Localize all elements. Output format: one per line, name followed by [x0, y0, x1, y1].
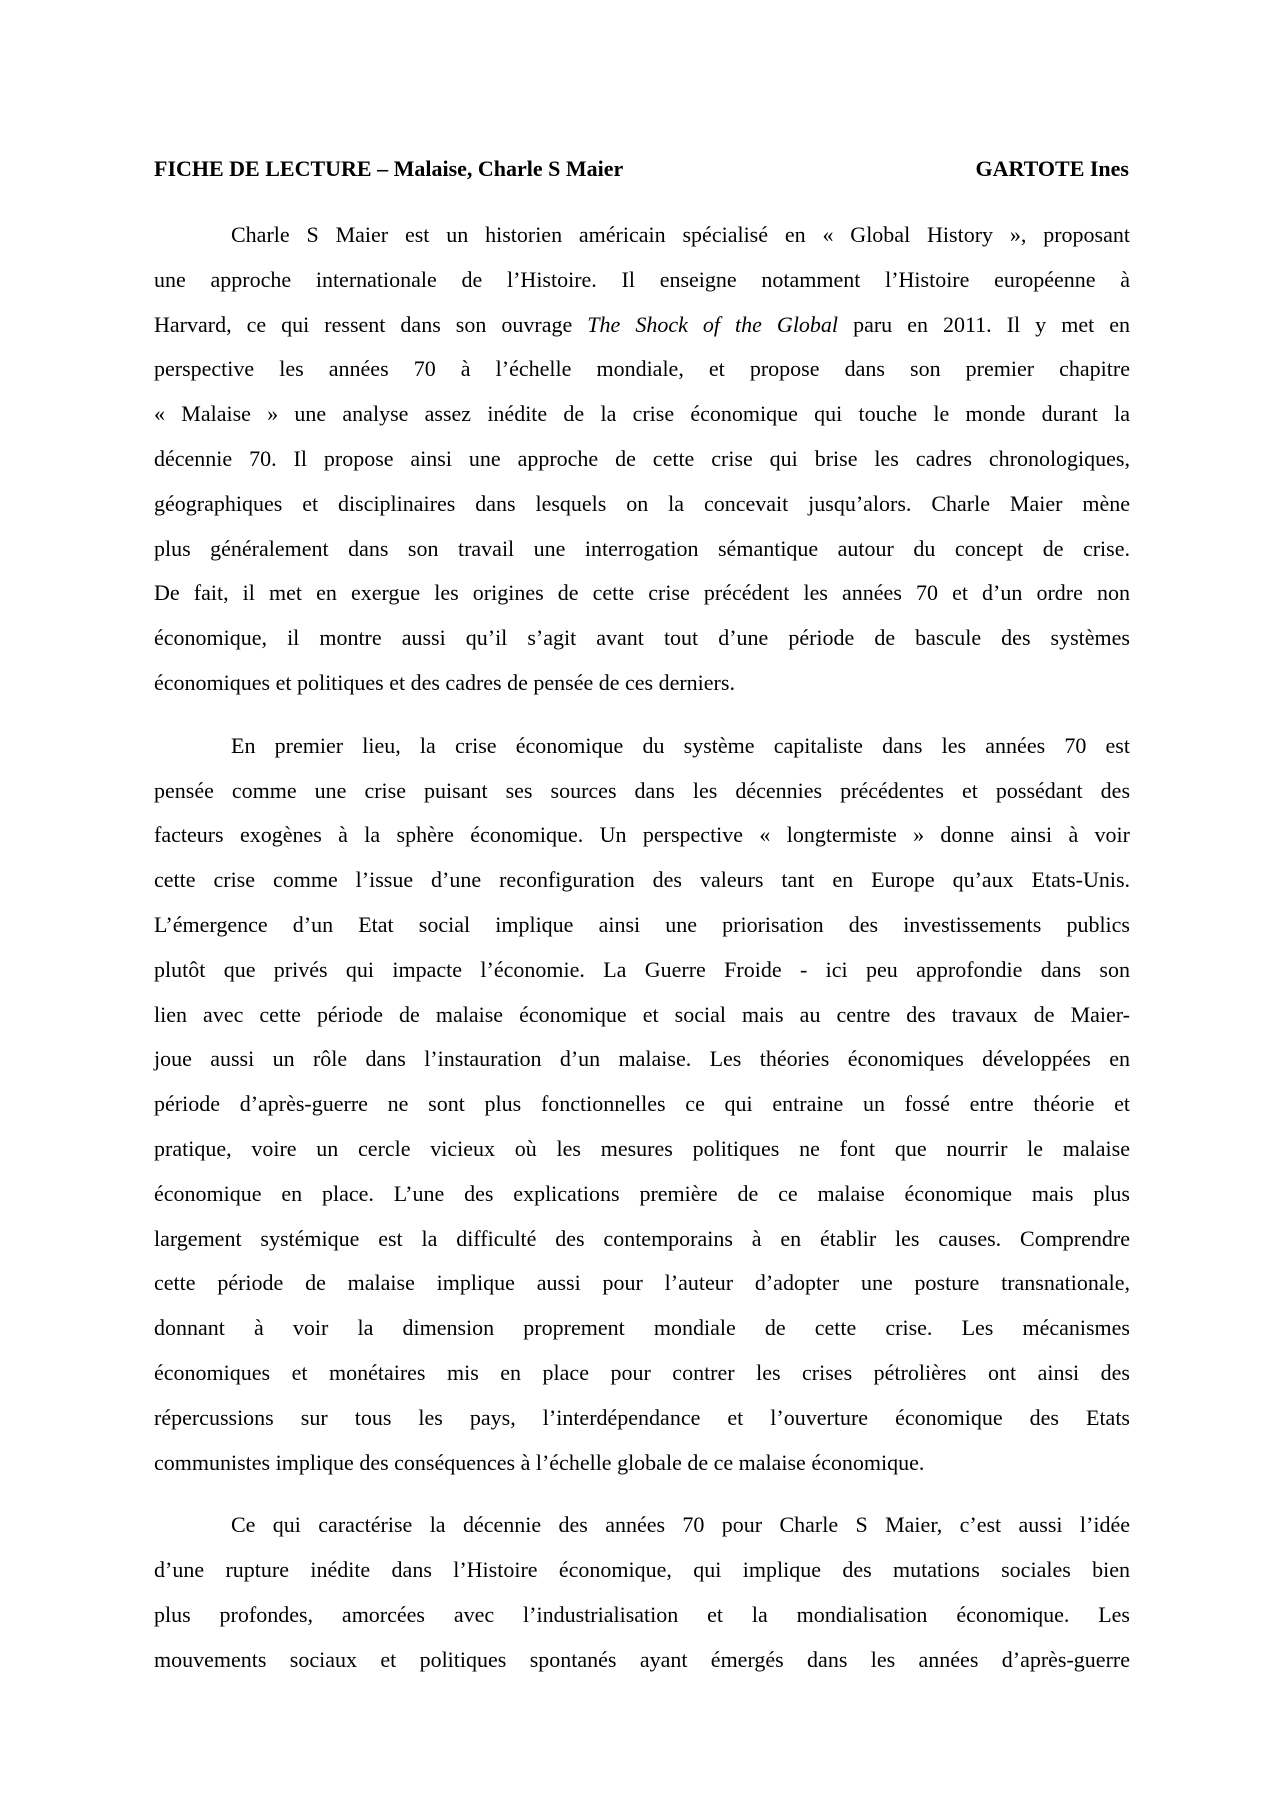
text-line: cette crise comme l’issue d’une reconfiguration des valeurs tant en Europe qu’aux Etats-Unis.: [154, 867, 1130, 893]
text-line: donnant à voir la dimension proprement mondiale de cette crise. Les mécanismes: [154, 1315, 1130, 1341]
text-line: décennie 70. Il propose ainsi une approche de cette crise qui brise les cadres chronologiques,: [154, 445, 1130, 471]
text-line: d’une rupture inédite dans l’Histoire économique, qui implique des mutations sociales bien: [154, 1557, 1130, 1583]
paragraph: [154, 213, 1130, 706]
text-line: économique, il montre aussi qu’il s’agit avant tout d’une période de bascule des systèmes: [154, 625, 1130, 651]
text-line: pensée comme une crise puisant ses sources dans les décennies précédentes et possédant des: [154, 777, 1130, 803]
text-line: De fait, il met en exergue les origines de cette crise précédent les années 70 et d’un ordre non: [154, 580, 1130, 606]
text-line: période d’après-guerre ne sont plus fonctionnelles ce qui entraine un fossé entre théorie et: [154, 1091, 1130, 1117]
text-line: cette période de malaise implique aussi pour l’auteur d’adopter une posture transnationale,: [154, 1270, 1130, 1296]
text-line: L’émergence d’un Etat social implique ainsi une priorisation des investissements publics: [154, 911, 1130, 937]
text-line: plus généralement dans son travail une interrogation sémantique autour du concept de crise.: [154, 535, 1130, 561]
text-line: Harvard, ce qui ressent dans son ouvrage The Shock of the Global paru en 2011. Il y met en: [154, 311, 1131, 337]
text-line: facteurs exogènes à la sphère économique. Un perspective « longtermiste » donne ainsi à voir: [154, 822, 1130, 848]
text-line: économiques et monétaires mis en place pour contrer les crises pétrolières ont ainsi des: [154, 1359, 1130, 1385]
document-header: [154, 154, 1129, 184]
document-title: FICHE DE LECTURE – Malaise, Charle S Maier: [154, 156, 624, 181]
student-name: GARTOTE Ines: [975, 156, 1129, 181]
text-line: mouvements sociaux et politiques spontanés ayant émergés dans les années d’après-guerre: [154, 1646, 1130, 1672]
text-line: Charle S Maier est un historien américain spécialisé en « Global History », proposant: [231, 222, 1130, 247]
text-line: géographiques et disciplinaires dans lesquels on la concevait jusqu’alors. Charle Maier mène: [154, 490, 1130, 516]
text-line: une approche internationale de l’Histoire. Il enseigne notamment l’Histoire européenne à: [154, 266, 1130, 292]
text-line: économique en place. L’une des explications première de ce malaise économique mais plus: [154, 1180, 1130, 1206]
text-line: communistes implique des conséquences à l’échelle globale de ce malaise économique.: [154, 1449, 925, 1475]
book-title: The Shock of the Global: [587, 311, 839, 337]
text-line: plutôt que privés qui impacte l’économie. La Guerre Froide - ici peu approfondie dans son: [154, 956, 1130, 982]
document-body: [154, 213, 1130, 1683]
paragraph: [154, 724, 1130, 1486]
text-line: lien avec cette période de malaise économique et social mais au centre des travaux de Maier-: [154, 1001, 1130, 1027]
text-line: perspective les années 70 à l’échelle mondiale, et propose dans son premier chapitre: [154, 356, 1130, 382]
text-line: économiques et politiques et des cadres de pensée de ces derniers.: [154, 669, 735, 695]
text-line: « Malaise » une analyse assez inédite de la crise économique qui touche le monde durant la: [154, 401, 1130, 427]
text-line: plus profondes, amorcées avec l’industrialisation et la mondialisation économique. Les: [154, 1601, 1130, 1627]
text-line: largement systémique est la difficulté des contemporains à en établir les causes. Comprendre: [154, 1225, 1130, 1251]
text-line: Ce qui caractérise la décennie des années 70 pour Charle S Maier, c’est aussi l’idée: [231, 1512, 1130, 1538]
text-line: En premier lieu, la crise économique du système capitaliste dans les années 70 est: [231, 732, 1130, 758]
text-line: joue aussi un rôle dans l’instauration d’un malaise. Les théories économiques développées en: [154, 1046, 1130, 1072]
paragraph: [154, 1503, 1130, 1682]
text-line: répercussions sur tous les pays, l’interdépendance et l’ouverture économique des Etats: [154, 1404, 1130, 1430]
text-line: pratique, voire un cercle vicieux où les mesures politiques ne font que nourrir le malaise: [154, 1135, 1130, 1161]
